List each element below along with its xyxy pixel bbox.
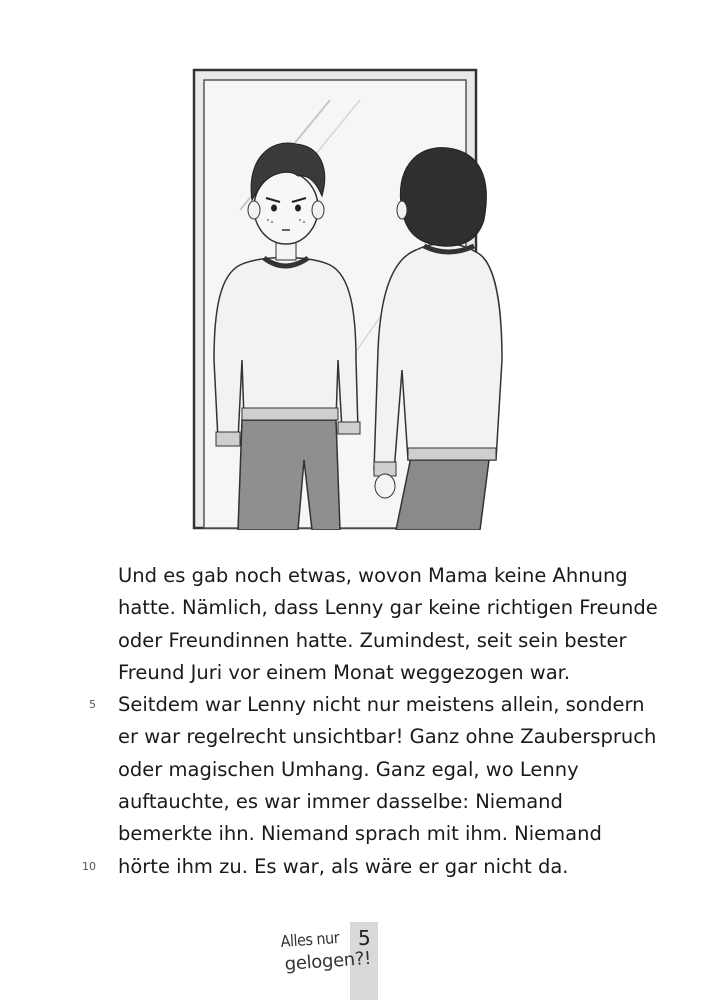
story-text	[82, 560, 658, 883]
text-line	[118, 721, 657, 753]
line-text: auftauchte, es war immer dasselbe: Niemand	[118, 790, 563, 814]
page-number: 5	[358, 926, 371, 950]
text-line	[82, 851, 638, 883]
text-line	[118, 625, 638, 657]
line-text: oder Freundinnen hatte. Zumindest, seit sein bester	[118, 628, 627, 652]
line-text: Und es gab noch etwas, wovon Mama keine Ahnung	[118, 564, 628, 587]
line-number: 5	[89, 698, 96, 712]
line-text: bemerkte ihn. Niemand sprach mit ihm. Niemand	[118, 822, 602, 846]
line-text: Seitdem war Lenny nicht nur meistens allein, sondern	[118, 693, 645, 717]
line-number: 10	[82, 859, 96, 873]
book-title-line-2: gelogen?!	[284, 947, 372, 975]
text-line	[118, 818, 638, 850]
line-text: hatte. Nämlich, dass Lenny gar keine richtigen Freunde	[118, 596, 658, 620]
text-line	[118, 560, 638, 592]
text-line	[118, 786, 638, 818]
text-line	[89, 689, 645, 721]
line-text: hörte ihm zu. Es war, als wäre er gar nicht da.	[118, 854, 569, 878]
text-line	[118, 754, 638, 786]
illustration-boy-mirror	[180, 60, 510, 530]
book-title-line-1: Alles nur	[280, 927, 340, 951]
text-line	[118, 657, 638, 689]
line-text: er war regelrecht unsichtbar! Ganz ohne Zauberspruch	[118, 725, 657, 749]
page-footer	[278, 918, 388, 1000]
text-line	[118, 592, 658, 624]
line-text: oder magischen Umhang. Ganz egal, wo Lenny	[118, 757, 579, 781]
line-text: Freund Juri vor einem Monat weggezogen war.	[118, 660, 571, 684]
